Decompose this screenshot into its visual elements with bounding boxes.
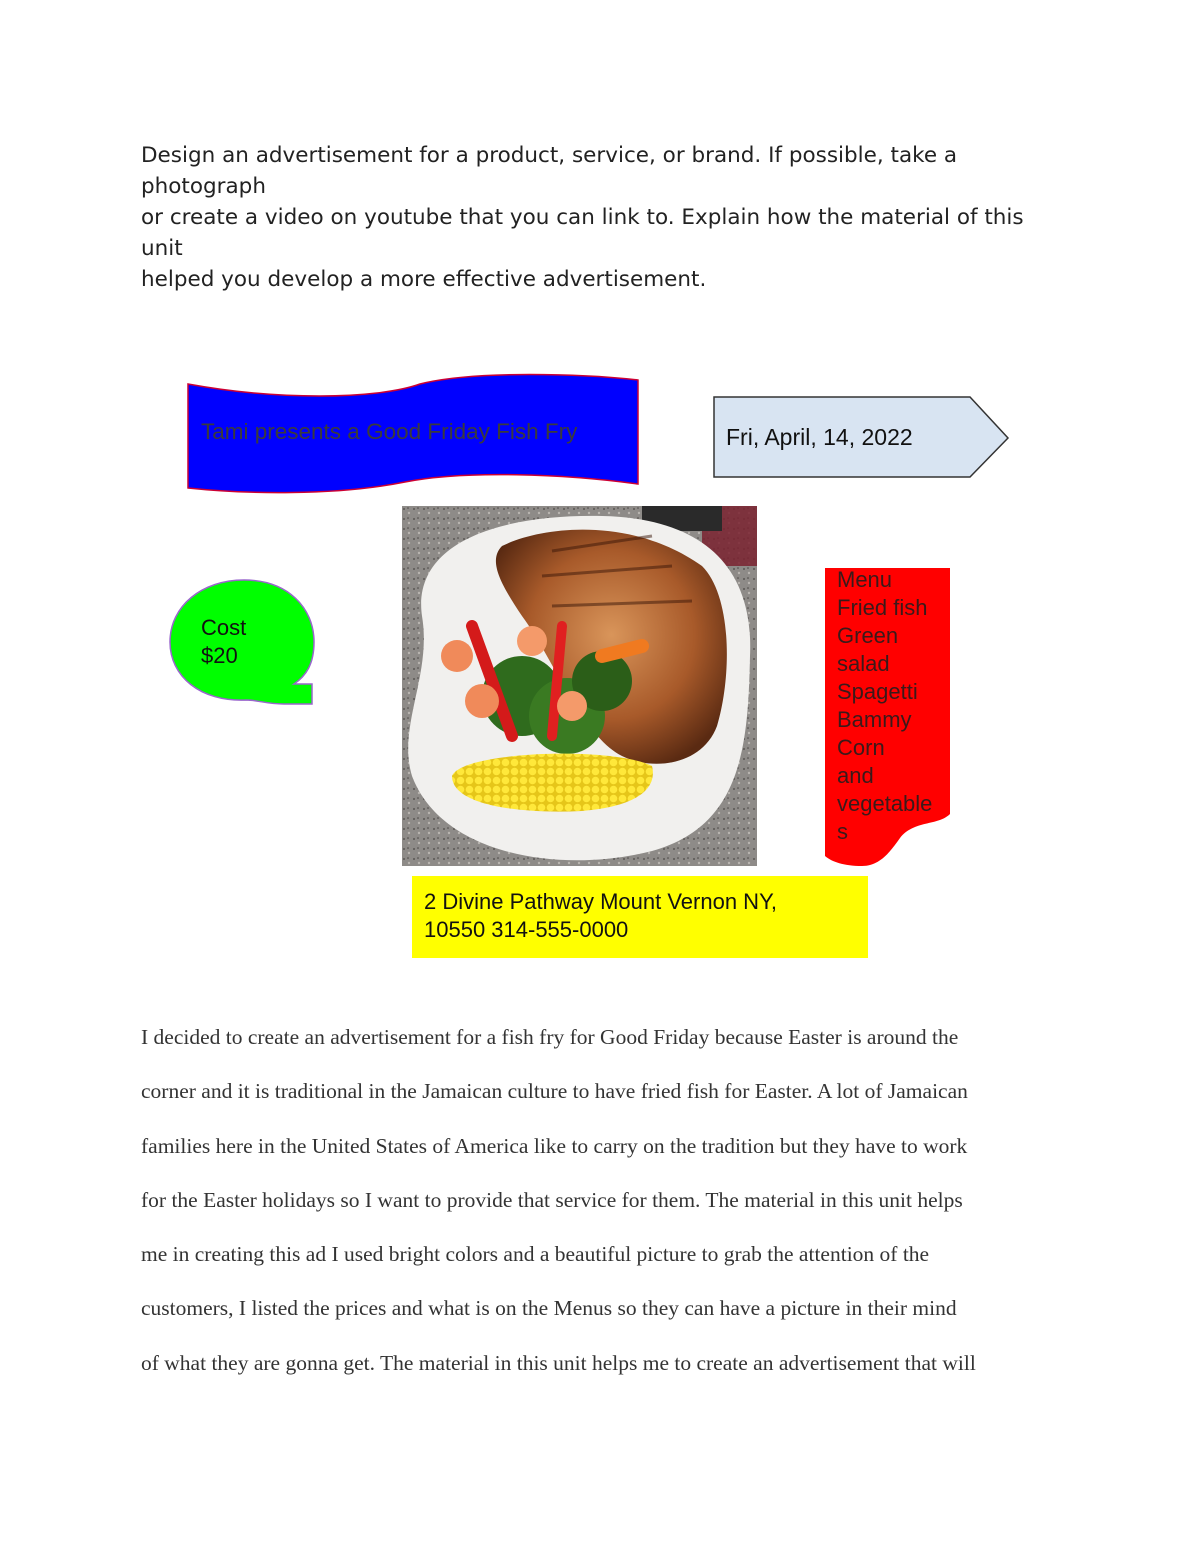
essay-line: corner and it is traditional in the Jamaican culture to have fried fish for Easter. A lot of Jamaican — [141, 1079, 968, 1104]
essay-body — [141, 1010, 1071, 1390]
menu-line: Corn — [837, 735, 885, 760]
menu-line: s — [837, 819, 848, 844]
menu-line: Spagetti — [837, 679, 918, 704]
address-text — [424, 888, 854, 944]
banner-title: Tami presents a Good Friday Fish Fry — [201, 419, 578, 444]
essay-line: for the Easter holidays so I want to provide that service for them. The material in this unit helps — [141, 1187, 963, 1212]
menu-line: Bammy — [837, 707, 912, 732]
essay-line: me in creating this ad I used bright colors and a beautiful picture to grab the attention of the — [141, 1242, 930, 1267]
menu-line: salad — [837, 651, 890, 676]
menu-line: Menu — [837, 567, 893, 592]
essay-line: I decided to create an advertisement for a fish fry for Good Friday because Easter is around the — [141, 1025, 959, 1049]
cost-label — [201, 614, 246, 670]
essay-line: customers, I listed the prices and what is on the Menus so they can have a picture in their mind — [141, 1296, 957, 1321]
menu-list — [837, 566, 949, 846]
cost-value: $20 — [201, 643, 238, 668]
address-phone-line: 10550 314-555-0000 — [424, 917, 629, 942]
menu-line: vegetable — [837, 791, 933, 816]
menu-line: Fried fish — [837, 595, 928, 620]
cost-heading: Cost — [201, 615, 247, 640]
menu-line: and — [837, 763, 874, 788]
essay-line: families here in the United States of America like to carry on the tradition but they have to work — [141, 1133, 968, 1158]
fried-fish-plate-photo — [402, 506, 757, 866]
event-date: Fri, April, 14, 2022 — [726, 424, 913, 450]
prompt-line: or create a video on youtube that you can link to. Explain how the material of this unit — [141, 205, 1024, 261]
prompt-line: helped you develop a more effective advertisement. — [141, 267, 707, 292]
menu-line: Green — [837, 623, 899, 648]
essay-line: of what they are gonna get. The material in this unit helps me to create an advertisement that will — [141, 1350, 976, 1375]
address-line: 2 Divine Pathway Mount Vernon NY, — [424, 889, 778, 914]
assignment-prompt — [141, 140, 1071, 295]
prompt-line: Design an advertisement for a product, service, or brand. If possible, take a photograph — [141, 143, 958, 199]
